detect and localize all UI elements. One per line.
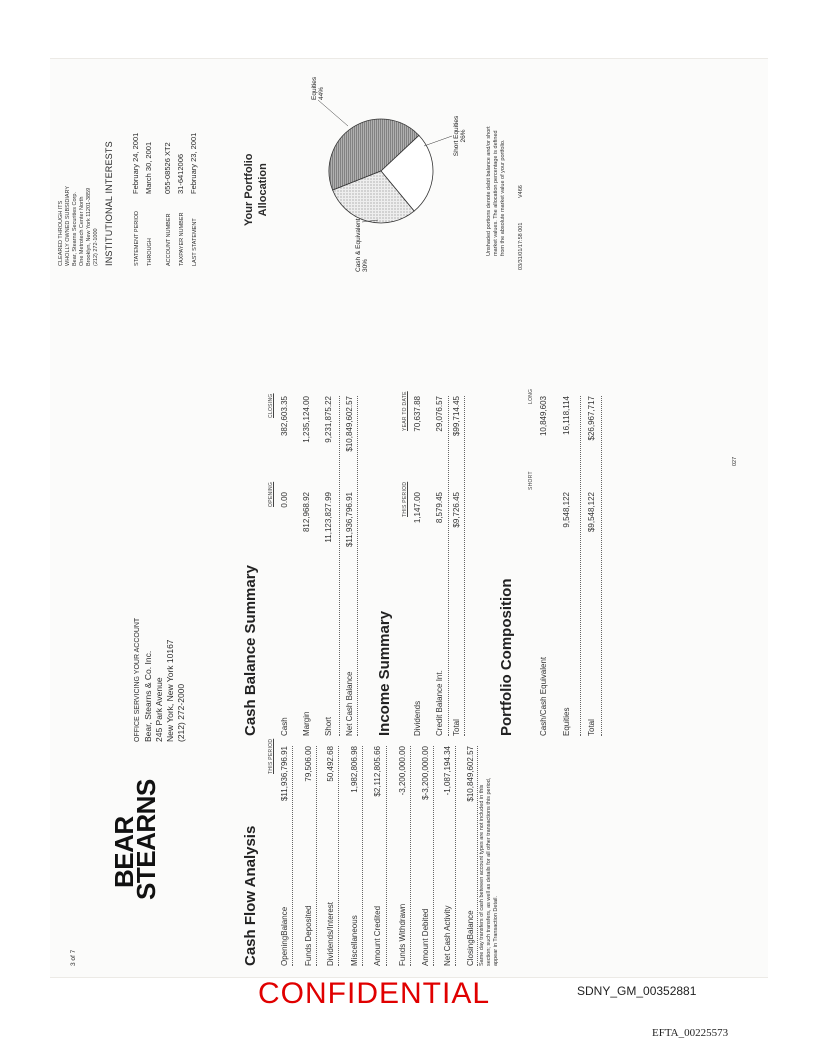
- col-opening: OPENING: [268, 481, 274, 507]
- divider: [338, 746, 339, 966]
- footer-page-code: 027: [732, 456, 738, 466]
- office-line: New York, New York 10167: [165, 639, 175, 742]
- allocation-note: [486, 126, 507, 256]
- divider: [580, 396, 581, 736]
- allocation-title-line: Allocation: [257, 163, 269, 217]
- pie-slices: [329, 119, 433, 223]
- office-address: [132, 618, 187, 742]
- divider: [410, 746, 411, 966]
- efta-number: EFTA_00225573: [652, 1027, 729, 1039]
- page-number: 3 of 7: [70, 949, 77, 966]
- logo-line-1: BEAR: [109, 816, 139, 888]
- office-line: 245 Park Avenue: [154, 677, 164, 742]
- bates-number: SDNY_GM_00352881: [577, 984, 697, 998]
- clearing-line: Bear, Stearns Securities Corp.: [72, 192, 78, 266]
- footnote-line: Same day transfers of cash between account types are not included in this: [479, 784, 485, 966]
- statement-row: THROUGHMarch 30, 2001: [144, 141, 153, 266]
- allocation-pie-chart: [286, 66, 476, 276]
- cash-flow-title: Cash Flow Analysis: [242, 825, 259, 966]
- footer-timestamp: 03/31/01/17:58 001: [518, 222, 524, 270]
- statement-row: STATEMENT PERIODFebruary 24, 2001: [131, 132, 140, 266]
- clearing-line: One Metrotech Center North: [79, 196, 85, 266]
- divider: [601, 396, 602, 736]
- divider: [455, 746, 456, 966]
- col-closing: CLOSING: [268, 393, 274, 418]
- pie-leader-line: [424, 136, 452, 146]
- divider: [464, 396, 465, 736]
- note-line: Unshaded portions denote debit balance and/or short: [486, 126, 492, 256]
- pie-label-cash-equivalent: Cash & Equivalent30%: [355, 218, 369, 272]
- divider: [292, 746, 293, 966]
- note-line: market values. The allocation percentage is defined: [493, 130, 499, 256]
- statement-row: TAXPAYER NUMBER31-6412006: [176, 153, 185, 266]
- cash-balance-title: Cash Balance Summary: [242, 565, 259, 736]
- note-line: from the absolute market value of your portfolio.: [500, 139, 506, 256]
- col-short: SHORT: [528, 471, 534, 490]
- footer-code: V466: [518, 185, 524, 198]
- office-line: (212) 272-2000: [176, 683, 186, 742]
- clearing-line: (212) 272-1000: [93, 228, 99, 266]
- cash-flow-col-header: THIS PERIOD: [268, 738, 274, 774]
- office-line: Bear, Stearns & Co. Inc.: [143, 650, 153, 742]
- col-long: LONG: [528, 388, 534, 404]
- divider: [339, 396, 340, 736]
- statement-page: 3 of 7 BEAR STEARNS OFFICE SERVICING YOUR ACCOUNT Bear, Stearns & Co. Inc. 245 Park Avenue New York, New York 10167 (212) 272-2000 CLEARED THROUGH ITS WHOLLY OWNED SUBSIDIARY Bear, Stearns Securities Corp. One Metrotech Center North Brooklyn, New York 11201-3859 (212) 272-1000 INSTITUTIONAL INTERESTS STATEMENT PERIODFebruary 24, 2001 THROUGHMarch 30, 2001 ACCOUNT NUMBER055-08526 XT2 TAXPAYER NUMBER31-6412006 LAST STATEMENTFebruary 23, 2001 Cash Flow Analysis THIS PERIOD OpeningBalance $11,936,796.91 Funds Deposited 79,506.00 Dividends/Interest 50,492.68 Miscellaneous 1,982,806.98 Amount Credited $2,112,805.66 Funds Withdrawn -3,200,000.00 Amount Debited $-3,200,000.00 Net Cash Activity -1,087,194.34 ClosingBalance $10,849,602.57 Same day transfers of cash between account types are not included in this section; such transfers, as well as details for all other transactions this period, appear in Transaction Detail. Cash Balance Summary OPENING CLOSING Cash 0.00 382,603.35 Margin 812,968.92 1,235,124.00 Short 11,123,827.99 9,231,875.22 Net Cash Balance $11,936,796.91 $10,849,602.57 Income Summary THIS PERIOD YEAR TO DATE Dividends 1,147.00 70,637.88 Credit Balance Int. 8,579.45 29,076.57 Total $9,726.45 $99,714.45 Portfolio Composition SHORT LONG Cash/Cash Equivalent 10,849,603 Equities 9,548,122 16,118,114 Total $9,548,122 $26,967,717 Your Portfolio Allocation Equities44% Short Equities26% Cash & Equivalent30% Unshaded portions denote debit balance and/or short market values. The allocation percentage is defined from the absolute market value of your portfolio. 03/31/01/17:58 001 V466 027: [50, 58, 768, 976]
- clearing-line: WHOLLY OWNED SUBSIDIARY: [65, 185, 71, 266]
- income-title: Income Summary: [376, 610, 393, 736]
- clearing-line: CLEARED THROUGH ITS: [58, 200, 64, 266]
- logo-line-2: STEARNS: [131, 779, 161, 900]
- pie-label-equities: Equities44%: [311, 76, 325, 100]
- office-line: OFFICE SERVICING YOUR ACCOUNT: [134, 617, 141, 742]
- statement-row: ACCOUNT NUMBER055-08526 XT2: [163, 142, 172, 266]
- footnote-line: appear in Transaction Detail.: [493, 895, 499, 966]
- allocation-title-line: Your Portfolio: [243, 153, 255, 226]
- footnote-line: section; such transfers, as well as details for all other transactions this period,: [486, 777, 492, 966]
- pie-leader-line: [318, 100, 348, 126]
- clearing-info: [58, 186, 100, 266]
- statement-row: LAST STATEMENTFebruary 23, 2001: [189, 132, 198, 266]
- divider: [386, 746, 387, 966]
- divider: [316, 746, 317, 966]
- divider: [362, 746, 363, 966]
- col-this-period: THIS PERIOD: [402, 481, 408, 517]
- pie-label-short-equities: Short Equities26%: [453, 115, 467, 157]
- confidential-stamp: CONFIDENTIAL: [258, 977, 491, 1010]
- bear-stearns-logo: [109, 779, 161, 900]
- divider: [448, 396, 449, 736]
- divider: [433, 746, 434, 966]
- cash-flow-footnote: [479, 778, 500, 966]
- divider: [477, 746, 478, 966]
- statement-info: [130, 133, 201, 266]
- allocation-title: [242, 153, 270, 226]
- client-type: INSTITUTIONAL INTERESTS: [104, 141, 114, 266]
- portfolio-title: Portfolio Composition: [498, 578, 515, 736]
- clearing-line: Brooklyn, New York 11201-3859: [86, 187, 92, 266]
- col-year-to-date: YEAR TO DATE: [402, 391, 408, 431]
- divider: [357, 396, 358, 736]
